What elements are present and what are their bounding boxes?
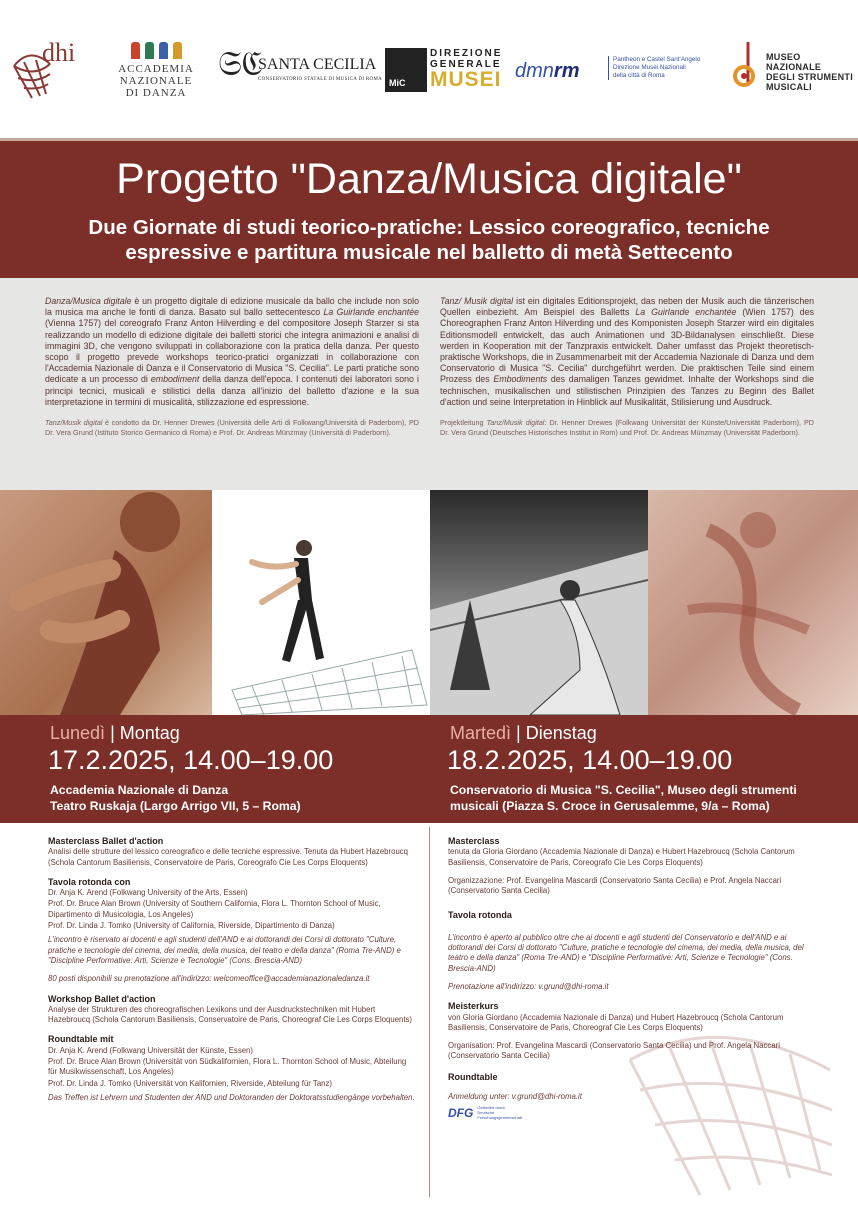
image-strip xyxy=(0,490,858,715)
masterclass-2-text: tenuta da Gloria Giordano (Accademia Nazionale di Danza) e Hubert Hazebroucq (Schola Cantorum Basiliensis, Conservatoire de Paris, Coreografo Cie Les Corps Eloquents) xyxy=(448,847,795,867)
dancer-photo-sepia xyxy=(0,490,212,715)
santa-cecilia-sub: CONSERVATORIO STATALE DI MUSICA DI ROMA xyxy=(258,77,383,82)
heading-masterclass: Masterclass Ballet d'action xyxy=(48,836,164,846)
heading-tavola-rotonda: Tavola rotonda con xyxy=(48,876,131,887)
masterclass-text: Analisi delle strutture del lessico coreografico e delle tecniche espressive. Tenuta da Hubert Hazebroucq (Schola Cantorum Basiliensis, Conservatoire de Paris, Coreografo Cie Les Corps Eloquents) xyxy=(48,847,409,867)
intro-it-paragraph: Danza/Musica digitale è un progetto digitale di edizione musicale da ballo che include non solo la musica ma anche le fonti di danza. Basato sul ballo settecentesco La Guirlande enchantée (Vienna 1757) del coreografo Franz Anton Hilverding e del compositore Joseph Starzer si sta realizzando un modello di edizione digitale dei balletti storici che integra animazioni e analisi di immagini 3D, che vengono sviluppati in collaborazione con la pratica della danza. Per questo scopo il progetto prevede workshops teorico-pratici organizzati in collaborazione con l'Accademia Nazionale di Danza e il Conservatorio di Musica "S. Cecilia". Le parti pratiche sono dedicate a un processo di embodiment della danza dell'epoca. I contenuti dei laboratori sono i principi tecnici, musicali e stilistici della danza all'inizio del balletto d'azione e la sua interpretazione in termini di musicalità, stilizzazione ed espressione. xyxy=(45,296,420,407)
panelist-de-1: Dr. Anja K. Arend (Folkwang Universität der Künste, Essen) xyxy=(48,1045,253,1055)
intro-section xyxy=(0,278,858,490)
dfg-text: Gefördert durch Deutsche Forschungsgemeinschaft xyxy=(477,1105,523,1121)
program-day2 xyxy=(448,836,814,1120)
heading-meisterkurs: Meisterkurs xyxy=(448,1001,499,1012)
workshop-text: Analyse der Strukturen des choreografischen Lexikons und der Ausdruckstechniken mit Hubert Hazebroucq (Schola Cantorum Basiliensis, Conservatoire de Paris, Choreograf Cie Les Corps Eloquents) xyxy=(48,1004,413,1025)
heading-roundtable-2: Roundtable xyxy=(448,1071,498,1082)
dance-figure-sketch xyxy=(648,490,858,715)
santa-cecilia-name: SANTA CECILIA xyxy=(258,56,377,73)
dmnrm-mark: dmnrm xyxy=(515,60,580,82)
heading-tavola-rotonda-2: Tavola rotonda xyxy=(448,910,512,921)
dfg-mark: DFG xyxy=(448,1105,474,1120)
intro-de-paragraph: Tanz/ Musik digital ist ein digitales Editionsprojekt, das neben der Musik auch die tänzerischen Quellen einbezieht. Am Beispiel des Balletts La Guirlande enchantée (Wien 1757) des Choreographen Franz Anton Hilverding und des Komponisten Joseph Starzer wird ein digitales Editionsmodell entwickelt, das auch Animationen und 3D-Bildanalysen einschließt. Diese werden in Kooperation mit der Tanzpraxis entwickelt. Daher umfasst das Projekt theoretisch-praktische Workshops, die in Zusammenarbeit mit der Accademia Nazionale di Danza und dem Conservatorio di Musica "S. Cecilia" durchgeführt werden. Die praktischen Teile sind einem Prozess des Embodiments des damaligen Tanzes gewidmet. Inhalte der Workshops sind die technischen, musikalischen und stilistischen Prinzipien des Tanzes zu Beginn des Ballet d'action und seine Interpretation in Hinblick auf Musikalität, Stilisierung und Ausdruck. xyxy=(440,296,814,407)
title-band xyxy=(0,138,858,278)
logo-bar xyxy=(0,0,858,138)
panelist-3: Prof. Dr. Linda J. Tomko (University of California, Riverside, Dipartimento di Danza) xyxy=(48,921,335,931)
panelist-2: Prof. Dr. Bruce Alan Brown (University of Southern California, Flora L. Thornton School of Music, Dipartimento di Musicologia, Los Angeles) xyxy=(48,899,381,919)
organization-it: Organizzazione: Prof. Evangelina Mascardi (Conservatorio Santa Cecilia) e Prof. Angela Naccari (Conservatorio Santa Cecilia) xyxy=(448,875,782,896)
booking-note-it: 80 posti disponibili su prenotazione all'indirizzo: welcomeoffice@accademianazionaledanza.it xyxy=(48,974,370,984)
santa-cecilia-monogram-icon: 𝔖ℭ xyxy=(218,46,263,83)
dmnrm-text: Pantheon e Castel Sant'Angelo Direzione Musei Nazionali della città di Roma xyxy=(608,56,718,80)
heading-workshop: Workshop Ballet d'action xyxy=(48,993,156,1004)
3d-dancer-render xyxy=(212,490,430,715)
day2-label: Martedì | Dienstag xyxy=(450,723,597,743)
day2-venue: Conservatorio di Musica "S. Cecilia", Museo degli strumenti musicali (Piazza S. Croce in Gerusalemme, 9/a – Roma) xyxy=(450,783,797,813)
dhi-wordmark: dhi xyxy=(42,38,76,67)
program-day1 xyxy=(48,836,416,1103)
3d-dancer-icon xyxy=(212,490,430,715)
dgm-line-1: DIREZIONE xyxy=(430,48,503,59)
day1-venue: Accademia Nazionale di Danza Teatro Ruskaja (Largo Arrigo VII, 5 – Roma) xyxy=(50,783,301,813)
dgm-line-2: GENERALE xyxy=(430,59,502,70)
page-title: Progetto "Danza/Musica digitale" xyxy=(116,155,742,203)
mic-badge-icon: MiC xyxy=(385,48,427,92)
intro-de-credits: Projektleitung Tanz/Musik digital: Dr. Henner Drewes (Folkwang Universität der Künste/Universität Paderborn), PD Dr. Vera Grund (Deutsches Historisches Institut in Rom) und Prof. Dr. Andreas Münzmay (Universität Paderborn). xyxy=(440,418,814,437)
panelist-de-2: Prof. Dr. Bruce Alan Brown (Universität von Südkalifornien, Flora L. Thornton School of Music, Abteilung für Musikwissenschaft, Los Angeles) xyxy=(48,1057,407,1077)
column-divider xyxy=(429,827,430,1197)
page-subtitle: Due Giornate di studi teorico-pratiche: Lessico coreografico, tecniche espressive e partitura musicale nel balletto di metà Settecento xyxy=(88,216,770,264)
meisterkurs-text: von Gloria Giordano (Accademia Nazionale di Danza) und Hubert Hazebroucq (Schola Cantorum Basiliensis, Conservatoire de Paris, Choreograf Cie Les Corps Eloquents) xyxy=(448,1012,784,1032)
dancer-figure-icon xyxy=(0,490,212,715)
baroque-dancers-icon xyxy=(430,490,648,715)
day1-label: Lunedì | Montag xyxy=(50,723,180,743)
access-note-de: Das Treffen ist Lehrern und Studenten der AND und Doktoranden der Doktoratsstudiengänge vorbehalten. xyxy=(48,1092,415,1102)
organization-de: Organisation: Prof. Evangelina Mascardi (Conservatorio Santa Cecilia) und Prof. Angela Naccari (Conservatorio Santa Cecilia) xyxy=(448,1041,780,1061)
access-note-it: L'incontro è riservato ai docenti e agli studenti dell'AND e ai dottorandi dei Corsi di dottorato "Culture, pratiche e tecnologie del cinema, dei media, della musica, del teatro e della danza" (Roma Tre-AND) e "Discipline Performative: Arti, Scienze e Tecnologie" (Cons. Brescia-AND) xyxy=(48,935,401,965)
intro-italian xyxy=(45,296,419,437)
baroque-engraving xyxy=(430,490,648,715)
intro-german xyxy=(440,296,814,437)
dfg-logo xyxy=(448,1105,814,1120)
museo-text: MUSEO NAZIONALE DEGLI STRUMENTI MUSICALI xyxy=(766,52,853,92)
panelist-1: Dr. Anja K. Arend (Folkwang University of the Arts, Essen) xyxy=(48,888,248,898)
intro-it-credits: Tanz/Musik digital è condotto da Dr. Henner Drewes (Università delle Arti di Folkwang/Università di Paderborn), PD Dr. Vera Grund (Istituto Storico Germanico di Roma) e Prof. Dr. Andreas Münzmay (Università di Paderborn). xyxy=(45,418,419,437)
day2-datetime: 18.2.2025, 14.00–19.00 xyxy=(447,745,733,775)
day1-datetime: 17.2.2025, 14.00–19.00 xyxy=(48,745,334,775)
and-line-2: NAZIONALE xyxy=(119,75,193,87)
heading-masterclass-2: Masterclass xyxy=(448,836,500,846)
access-note-it-2: L'incontro è aperto al pubblico oltre che ai docenti e agli studenti del Conservatorio e dell'AND e ai dottorandi dei Corsi di dottorato "Culture, pratiche e tecnologie del cinema, dei media, della musica, del teatro e della danza" (Roma Tre-AND) e "Discipline Performative: Arti, Scienze e Tecnologie" (Cons. Brescia-AND) xyxy=(448,932,804,973)
registration-note: Anmeldung unter: v.grund@dhi-roma.it xyxy=(448,1092,582,1102)
and-color-marks-icon xyxy=(110,42,202,59)
sketch-figure-icon xyxy=(648,490,858,715)
dgm-line-3: MUSEI xyxy=(430,68,502,91)
dates-band xyxy=(0,715,858,823)
panelist-de-3: Prof. Dr. Linda J. Tomko (Universität von Kalifornien, Riverside, Abteilung für Tanz) xyxy=(48,1078,332,1088)
heading-roundtable: Roundtable mit xyxy=(48,1034,114,1045)
and-line-1: ACCADEMIA xyxy=(118,63,194,75)
dhi-logo xyxy=(10,38,90,102)
accademia-danza-logo xyxy=(110,42,202,99)
direzione-musei-logo xyxy=(385,48,509,94)
and-line-3: DI DANZA xyxy=(125,87,187,99)
booking-note-it-2: Prenotazione all'indirizzo: v.grund@dhi-roma.it xyxy=(448,981,609,991)
clef-icon xyxy=(730,38,760,98)
